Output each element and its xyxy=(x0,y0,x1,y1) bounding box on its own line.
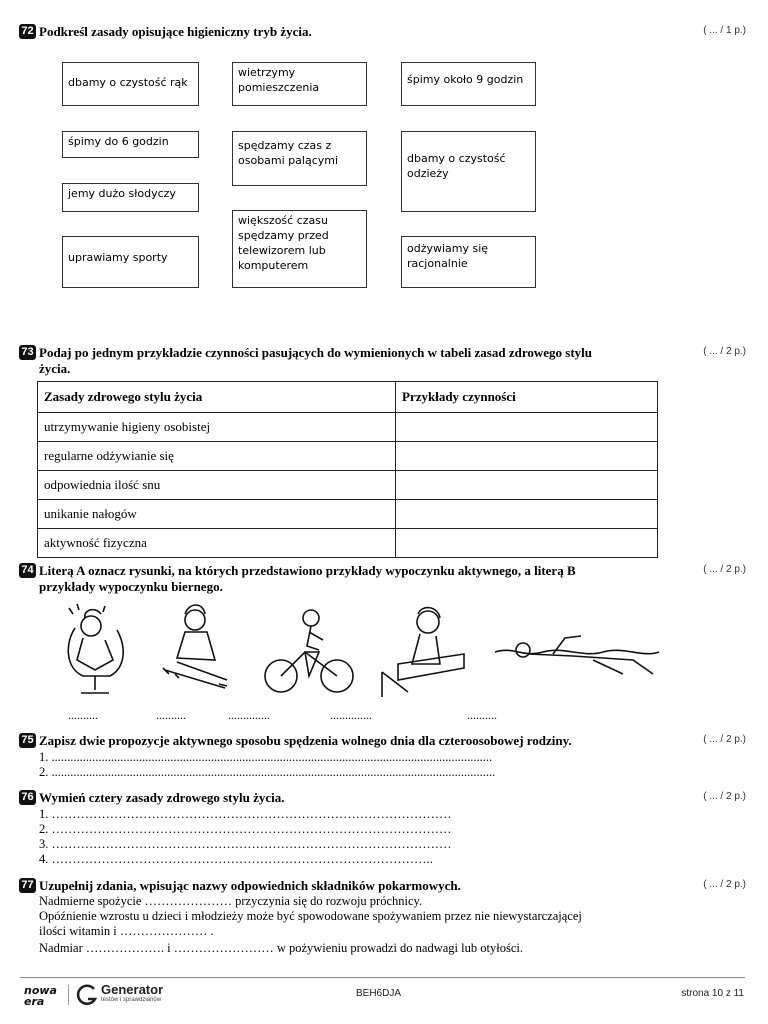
table-row xyxy=(38,529,658,558)
habit-box[interactable]: jemy dużo słodyczy xyxy=(62,183,199,212)
rule-cell: unikanie nałogów xyxy=(38,500,396,529)
answer-cell[interactable] xyxy=(396,471,658,500)
question-title: Zapisz dwie propozycje aktywnego sposobu spędzenia wolnego dnia dla czteroosobowej rodziny. xyxy=(39,733,572,748)
answer-line[interactable]: 2. .............................................................................................................................................. xyxy=(39,765,496,779)
reading-table-illustration xyxy=(378,602,468,700)
question-title-line2: przykłady wypoczynku biernego. xyxy=(39,579,223,594)
answer-line[interactable]: 1. …………………………………………………………………………………… xyxy=(39,807,452,821)
sledding-illustration xyxy=(155,600,243,695)
rule-cell: regularne odżywianie się xyxy=(38,442,396,471)
table-row xyxy=(38,471,658,500)
answer-line[interactable]: 2. …………………………………………………………………………………… xyxy=(39,822,452,836)
points-label: ( ... / 2 p.) xyxy=(703,346,746,357)
question-title-line1: Podaj po jednym przykładzie czynności pasujących do wymienionych w tabeli zasad zdrowego stylu xyxy=(39,345,592,360)
page-number: strona 10 z 11 xyxy=(681,988,744,999)
rule-cell: odpowiednia ilość snu xyxy=(38,471,396,500)
column-header: Zasady zdrowego stylu życia xyxy=(38,382,396,413)
sentence-line[interactable]: ilości witamin i ………………… . xyxy=(39,924,214,938)
table-row xyxy=(38,500,658,529)
table-header-row xyxy=(38,382,658,413)
sentence-line: Opóźnienie wzrostu u dzieci i młodzieży może być spowodowane spożywaniem przez nie niewystarczającej xyxy=(39,909,582,923)
answer-cell[interactable] xyxy=(396,529,658,558)
question-title: Wymień cztery zasady zdrowego stylu życia. xyxy=(39,790,285,805)
resting-chair-illustration xyxy=(55,598,130,698)
question-title: Podkreśl zasady opisujące higieniczny tryb życia. xyxy=(39,24,312,39)
rule-cell: utrzymywanie higieny osobistej xyxy=(38,413,396,442)
question-number: 72 xyxy=(19,24,36,39)
answer-blank[interactable]: .......... xyxy=(156,708,186,722)
habit-box[interactable]: śpimy około 9 godzin xyxy=(401,62,536,106)
question-number: 74 xyxy=(19,563,36,578)
habit-box[interactable]: śpimy do 6 godzin xyxy=(62,131,199,158)
answer-line[interactable]: 3. …………………………………………………………………………………… xyxy=(39,837,452,851)
question-number: 76 xyxy=(19,790,36,805)
points-label: ( ... / 2 p.) xyxy=(703,564,746,575)
nowa-era-logo: nowa era xyxy=(24,984,57,1008)
habit-box[interactable]: dbamy o czystość odzieży xyxy=(401,131,536,212)
habit-box[interactable]: wietrzymy pomieszczenia xyxy=(232,62,367,106)
generator-title: Generator xyxy=(101,982,164,997)
habit-box[interactable]: dbamy o czystość rąk xyxy=(62,62,199,106)
cycling-illustration xyxy=(261,604,357,700)
generator-subtitle: testów i sprawdzianów xyxy=(101,997,162,1003)
column-header: Przykłady czynności xyxy=(396,382,658,413)
answer-blank[interactable]: .......... xyxy=(467,708,497,722)
logo-divider xyxy=(68,985,69,1005)
question-title-line1: Literą A oznacz rysunki, na których przedstawiono przykłady wypoczynku aktywnego, a literą B xyxy=(39,563,576,578)
points-label: ( ... / 1 p.) xyxy=(703,25,746,36)
rules-table xyxy=(37,381,658,558)
points-label: ( ... / 2 p.) xyxy=(703,879,746,890)
habit-box[interactable]: spędzamy czas z osobami palącymi xyxy=(232,131,367,186)
answer-blank[interactable]: .............. xyxy=(228,708,270,722)
generator-logo-icon xyxy=(76,983,98,1007)
table-row xyxy=(38,442,658,471)
answer-line[interactable]: 1. ............................................................................................................................................. xyxy=(39,750,493,764)
question-title-line2: życia. xyxy=(39,361,71,376)
question-number: 77 xyxy=(19,878,36,893)
question-number: 75 xyxy=(19,733,36,748)
document-code: BEH6DJA xyxy=(356,988,402,999)
habit-box[interactable]: większość czasu spędzamy przed telewizorem lub komputerem xyxy=(232,210,367,288)
points-label: ( ... / 2 p.) xyxy=(703,791,746,802)
table-row xyxy=(38,413,658,442)
answer-blank[interactable]: .............. xyxy=(330,708,372,722)
question-title: Uzupełnij zdania, wpisując nazwy odpowiednich składników pokarmowych. xyxy=(39,878,461,893)
answer-cell[interactable] xyxy=(396,500,658,529)
answer-cell[interactable] xyxy=(396,413,658,442)
answer-cell[interactable] xyxy=(396,442,658,471)
question-number: 73 xyxy=(19,345,36,360)
answer-line[interactable]: 4. ……………………………………………………………………………….. xyxy=(39,852,433,866)
rule-cell: aktywność fizyczna xyxy=(38,529,396,558)
sentence-line[interactable]: Nadmiar ………………. i …………………… w pożywieniu prowadzi do nadwagi lub otyłości. xyxy=(39,941,523,955)
habit-box[interactable]: uprawiamy sporty xyxy=(62,236,199,288)
points-label: ( ... / 2 p.) xyxy=(703,734,746,745)
habit-box[interactable]: odżywiamy się racjonalnie xyxy=(401,236,536,288)
footer-divider xyxy=(20,977,745,978)
sentence-line[interactable]: Nadmierne spożycie ………………… przyczynia się do rozwoju próchnicy. xyxy=(39,894,423,908)
answer-blank[interactable]: .......... xyxy=(68,708,98,722)
swimming-illustration xyxy=(493,630,661,690)
